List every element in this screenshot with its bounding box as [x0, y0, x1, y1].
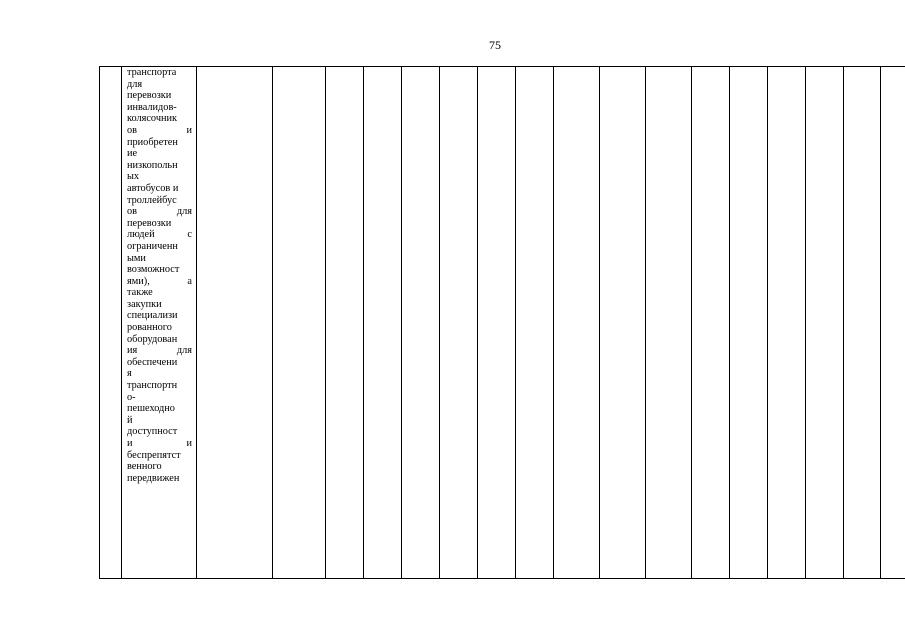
description-line: оборудован — [127, 333, 178, 345]
description-line: ых — [127, 171, 140, 183]
table-cell — [440, 67, 478, 579]
description-text — [122, 67, 196, 484]
description-line: беспрепятст — [127, 449, 181, 461]
description-line: ыми — [127, 252, 146, 264]
description-line: также — [127, 287, 153, 299]
table-cell — [600, 67, 646, 579]
table-cell — [364, 67, 402, 579]
table-cell — [326, 67, 364, 579]
description-word: с — [187, 229, 192, 241]
description-line: рованного — [127, 322, 172, 334]
description-line: транспортн — [127, 380, 178, 392]
description-line: ие — [127, 148, 138, 160]
description-word: а — [187, 275, 192, 287]
table-cell-number — [100, 67, 122, 579]
table-cell-description — [122, 67, 197, 579]
table-row — [100, 67, 905, 579]
description-word: ов — [127, 206, 138, 218]
description-line — [127, 276, 192, 288]
description-line: пешеходно — [127, 403, 175, 415]
description-line: для — [127, 78, 143, 90]
table-cell — [402, 67, 440, 579]
table-cell — [844, 67, 881, 579]
description-line: специализи — [127, 310, 178, 322]
description-word: ями), — [127, 275, 150, 287]
table-cell — [692, 67, 730, 579]
description-line: венного — [127, 461, 162, 473]
table-cell — [881, 67, 905, 579]
table-cell — [197, 67, 273, 579]
description-word: ов — [127, 124, 138, 136]
data-table — [99, 66, 905, 579]
description-line: возможност — [127, 264, 180, 276]
description-word: для — [176, 206, 192, 218]
description-line: низкопольн — [127, 159, 178, 171]
description-line: колясочник — [127, 113, 178, 125]
description-line: транспорта — [127, 67, 177, 78]
description-line: перевозки — [127, 90, 172, 102]
description-line — [127, 206, 192, 218]
description-line: приобретен — [127, 136, 178, 148]
description-line: троллейбус — [127, 194, 177, 206]
description-line — [127, 229, 192, 241]
description-line: доступност — [127, 426, 178, 438]
description-word: для — [176, 345, 192, 357]
description-line: инвалидов- — [127, 101, 177, 113]
table-cell — [768, 67, 806, 579]
table-cell — [554, 67, 600, 579]
description-word: и — [127, 438, 133, 449]
description-word: и — [186, 124, 192, 136]
table-cell — [478, 67, 516, 579]
table-cell — [273, 67, 326, 579]
description-line — [127, 345, 192, 357]
table-cell — [516, 67, 554, 579]
description-line — [127, 125, 192, 137]
description-line: закупки — [127, 298, 162, 310]
description-line: передвижен — [127, 472, 180, 484]
description-line: й — [127, 414, 133, 426]
description-word: и — [186, 438, 192, 449]
description-line: о- — [127, 391, 136, 403]
table-cell — [806, 67, 844, 579]
description-word: людей — [127, 229, 155, 241]
description-line: автобусов и — [127, 182, 179, 194]
description-line: я — [127, 368, 132, 380]
description-line: ограниченн — [127, 240, 178, 252]
page-number: 75 — [489, 38, 501, 52]
description-line: обеспечени — [127, 356, 178, 368]
description-line — [127, 438, 192, 450]
table-cell — [730, 67, 768, 579]
table-cell — [646, 67, 692, 579]
description-word: ия — [127, 345, 138, 357]
description-line: перевозки — [127, 217, 172, 229]
